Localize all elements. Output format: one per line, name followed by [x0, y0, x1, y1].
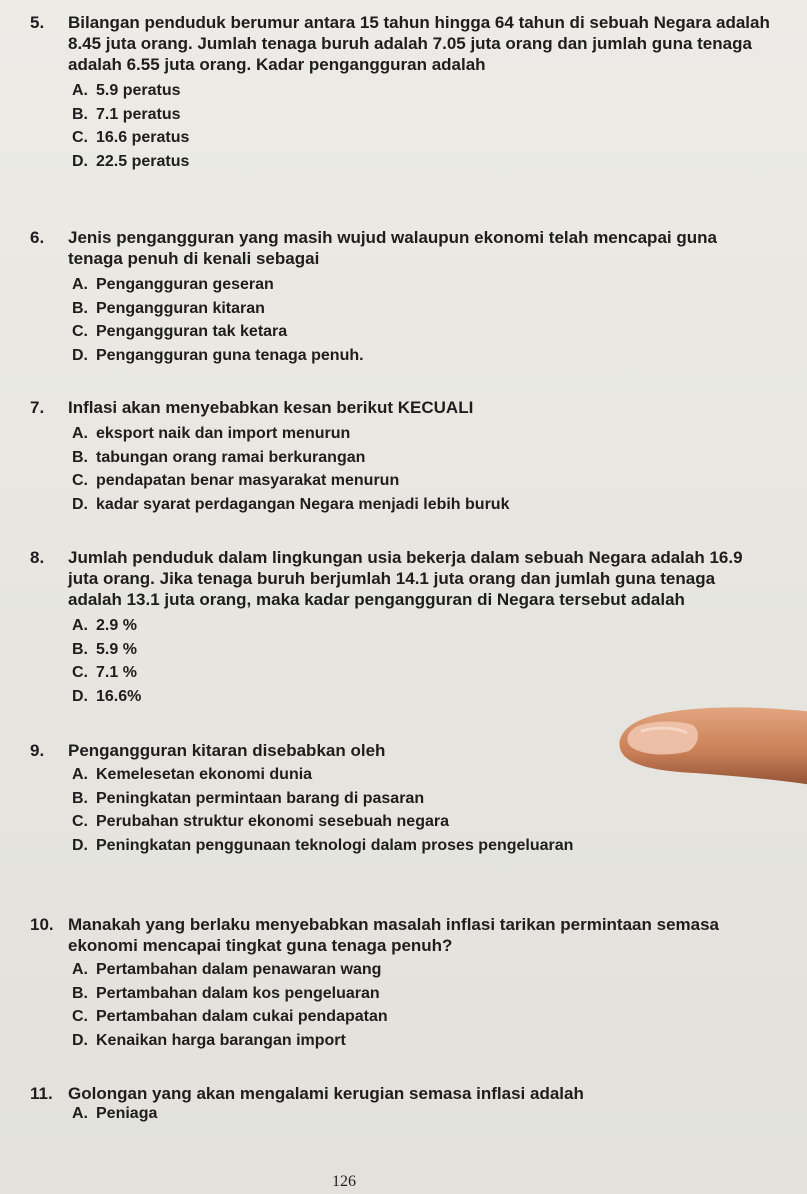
question-text: Inflasi akan menyebabkan kesan berikut: [68, 398, 394, 417]
option-d[interactable]: D. kadar syarat perdagangan Negara menjadi lebih buruk: [72, 495, 510, 513]
option-d[interactable]: D. 22.5 peratus: [72, 152, 190, 170]
option-c[interactable]: C. pendapatan benar masyarakat menurun: [72, 472, 400, 489]
question-5: [30, 12, 770, 173]
page-number: 126: [332, 1173, 356, 1190]
option-c[interactable]: C. 16.6 peratus: [72, 129, 190, 146]
option-a[interactable]: A. Pertambahan dalam penawaran wang: [72, 961, 382, 978]
question-11: [30, 1083, 770, 1126]
option-a[interactable]: A. eksport naik dan import menurun: [72, 425, 351, 442]
option-a[interactable]: A. 5.9 peratus: [72, 82, 181, 99]
option-b[interactable]: B. 7.1 peratus: [72, 105, 181, 123]
question-text: Bilangan penduduk berumur antara 15 tahun hingga 64 tahun di sebuah Negara adalah 8.45 juta orang. Jumlah tenaga buruh adalah 7.05 juta orang dan jumlah guna tenaga adalah 6.55 juta orang. Kadar pengangguran adalah: [68, 13, 770, 74]
question-7: [30, 397, 770, 516]
option-c[interactable]: C. Perubahan struktur ekonomi sesebuah negara: [72, 813, 449, 830]
option-d[interactable]: D. 16.6%: [72, 687, 142, 705]
question-number: 5.: [30, 13, 45, 32]
option-a[interactable]: A. Pengangguran geseran: [72, 276, 274, 293]
question-number: 9.: [30, 741, 45, 760]
option-d[interactable]: D. Kenaikan harga barangan import: [72, 1031, 346, 1049]
options-list: [30, 1102, 770, 1126]
emphasis-keyword: KECUALI: [397, 398, 474, 417]
options-list: [30, 79, 770, 173]
option-b[interactable]: B. Pengangguran kitaran: [72, 299, 265, 317]
option-d[interactable]: D. Pengangguran guna tenaga penuh.: [72, 346, 364, 364]
finger-image: [615, 685, 807, 795]
option-a[interactable]: A. 2.9 %: [72, 617, 137, 634]
question-number: 7.: [30, 398, 45, 417]
question-8: [30, 547, 770, 708]
option-d[interactable]: D. Peningkatan penggunaan teknologi dalam proses pengeluaran: [72, 836, 574, 854]
question-10: [30, 914, 770, 1052]
question-number: 8.: [30, 548, 45, 567]
option-b[interactable]: B. Pertambahan dalam kos pengeluaran: [72, 984, 380, 1002]
option-a[interactable]: A. Kemelesetan ekonomi dunia: [72, 766, 313, 783]
question-text: Manakah yang berlaku menyebabkan masalah inflasi tarikan permintaan semasa ekonomi mencapai tingkat guna tenaga penuh?: [68, 915, 719, 955]
question-text: Jumlah penduduk dalam lingkungan usia bekerja dalam sebuah Negara adalah 16.9 juta orang. Jika tenaga buruh berjumlah 14.1 juta orang dan jumlah guna tenaga adalah 13.1 juta orang, maka kadar pengangguran di Negara tersebut adalah: [68, 548, 743, 609]
option-c[interactable]: C. Pertambahan dalam cukai pendapatan: [72, 1008, 388, 1025]
option-a[interactable]: A. Peniaga: [72, 1105, 158, 1122]
question-text: Golongan yang akan mengalami kerugian semasa inflasi adalah: [68, 1084, 584, 1103]
option-c[interactable]: C. 7.1 %: [72, 664, 137, 681]
question-number: 6.: [30, 228, 45, 247]
options-list: [30, 958, 770, 1052]
option-c[interactable]: C. Pengangguran tak ketara: [72, 323, 288, 340]
option-b[interactable]: B. 5.9 %: [72, 640, 137, 658]
question-number: 10.: [30, 915, 54, 934]
options-list: [30, 273, 770, 367]
option-b[interactable]: B. Peningkatan permintaan barang di pasaran: [72, 789, 425, 807]
option-b[interactable]: B. tabungan orang ramai berkurangan: [72, 448, 366, 466]
question-text: Jenis pengangguran yang masih wujud walaupun ekonomi telah mencapai guna tenaga penuh di kenali sebagai: [68, 228, 717, 268]
question-number: 11.: [30, 1084, 53, 1103]
options-list: [30, 422, 770, 516]
question-text: Pengangguran kitaran disebabkan oleh: [68, 741, 386, 760]
question-6: [30, 227, 770, 367]
